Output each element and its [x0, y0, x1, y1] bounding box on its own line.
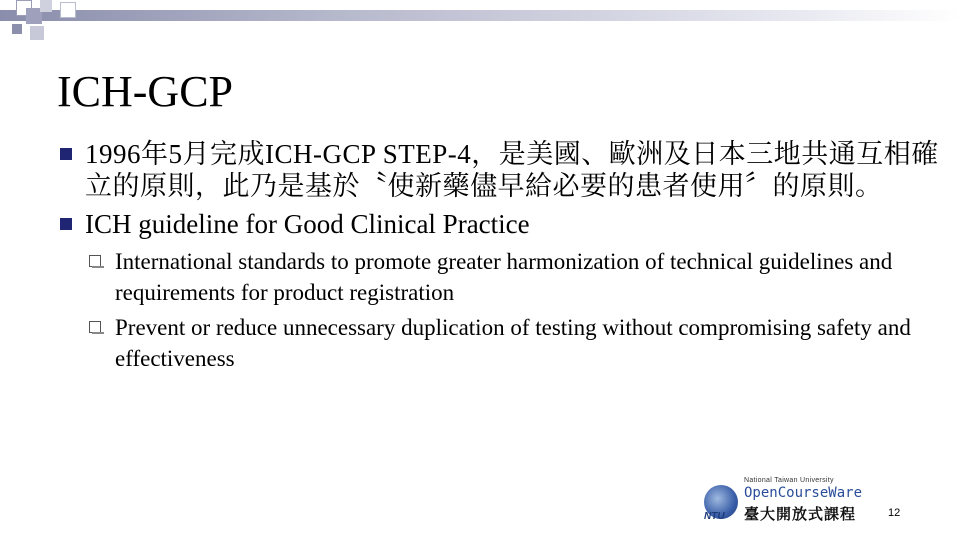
slide-title: ICH-GCP: [57, 67, 234, 116]
logo-chinese-text: 臺大開放式課程: [744, 505, 857, 523]
bullet-item: [60, 208, 940, 240]
square-bullet-icon: [60, 148, 72, 160]
hollow-square-bullet-icon: [89, 321, 101, 333]
logo-university-text: National Taiwan University: [744, 477, 834, 484]
decor-square: [40, 0, 52, 12]
decor-square: [30, 26, 44, 40]
page-number: 12: [888, 507, 901, 519]
bullet-item: [60, 138, 940, 202]
decor-square: [12, 24, 22, 34]
ntu-opencourseware-logo: [700, 475, 870, 527]
hollow-square-bullet-icon: [89, 255, 101, 267]
bullet-list: [60, 138, 940, 378]
sub-bullet-item: [89, 246, 940, 308]
sub-bullet-text: Prevent or reduce unnecessary duplication of testing without compromising safety and effectiveness: [115, 315, 911, 371]
square-bullet-icon: [60, 218, 72, 230]
bullet-text: 1996年5月完成ICH-GCP STEP-4，是美國、歐洲及日本三地共通互相確立的原則，此乃是基於〝使新藥儘早給必要的患者使用〞的原則。: [85, 139, 939, 201]
sub-bullet-item: [89, 312, 940, 374]
bullet-text: ICH guideline for Good Clinical Practice: [85, 209, 530, 239]
decor-square: [60, 2, 76, 18]
top-decorative-band: [0, 10, 960, 21]
logo-ocw-text: OpenCourseWare: [744, 485, 863, 501]
logo-ntu-text: NTU: [704, 511, 725, 522]
sub-bullet-text: International standards to promote greater harmonization of technical guidelines and requirements for product registration: [115, 249, 893, 305]
